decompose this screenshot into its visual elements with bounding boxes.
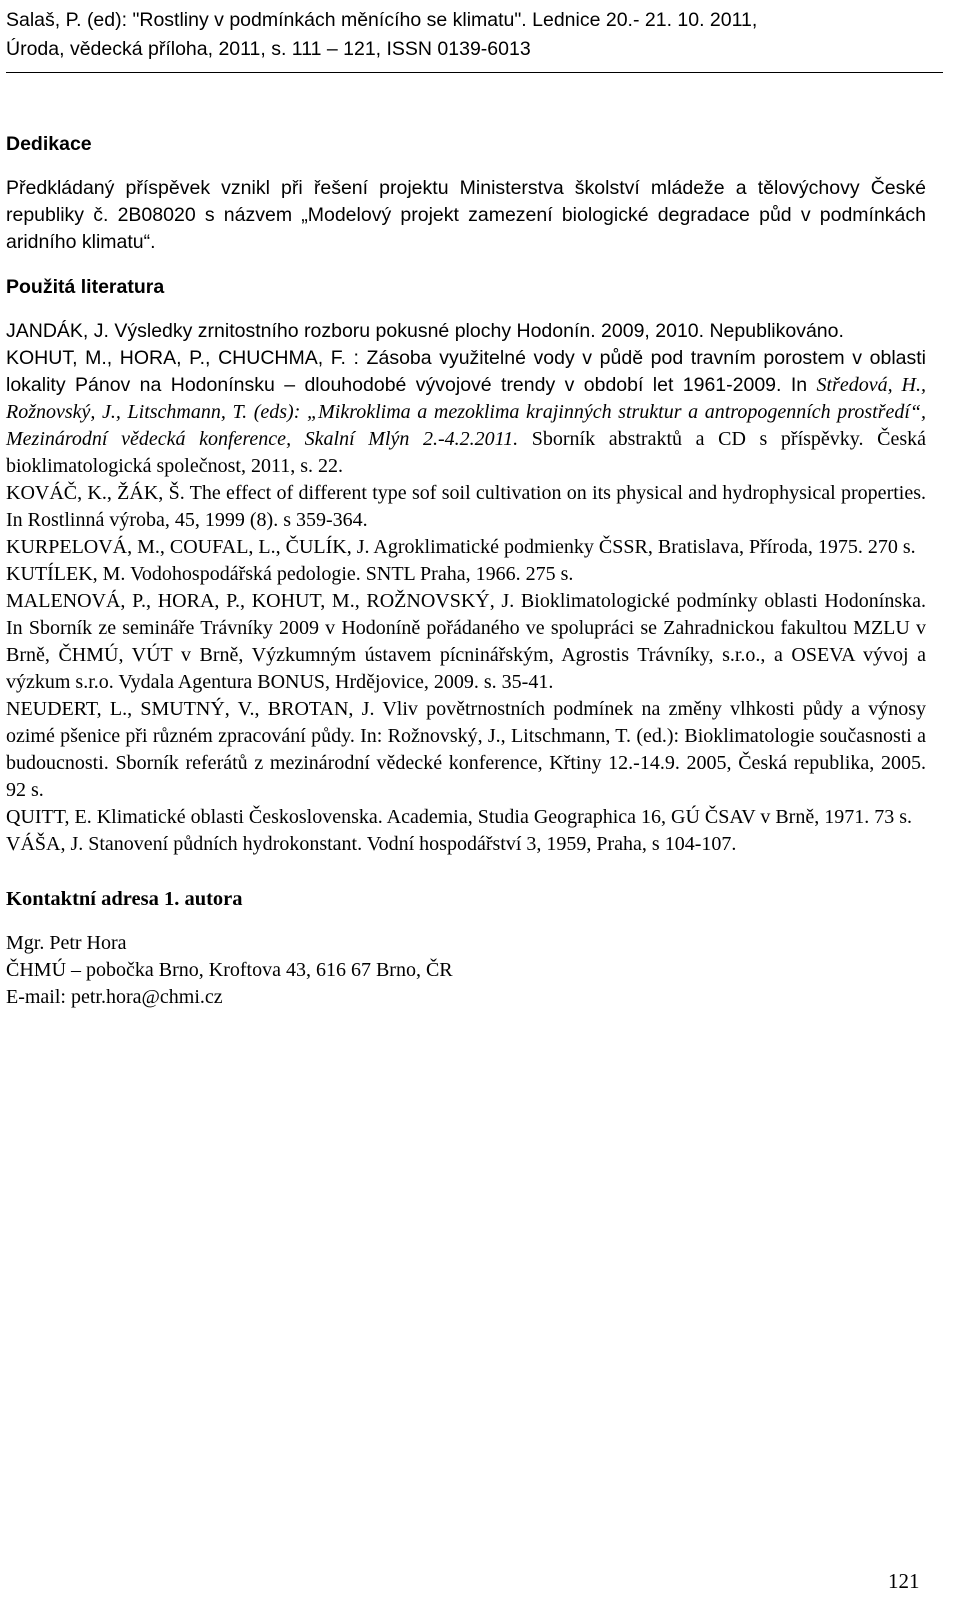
reference-vasa: VÁŠA, J. Stanovení půdních hydrokonstant. Vodní hospodářství 3, 1959, Praha, s 104-107. xyxy=(6,833,737,855)
contact-name: Mgr. Petr Hora xyxy=(6,932,127,954)
contact-email: E-mail: petr.hora@chmi.cz xyxy=(6,986,223,1008)
reference-quitt: QUITT, E. Klimatické oblasti Československa. Academia, Studia Geographica 16, GÚ ČSAV v Brně, 1971. 73 s. xyxy=(6,806,912,828)
page-number: 121 xyxy=(888,1569,920,1593)
contact-address: ČHMÚ – pobočka Brno, Kroftova 43, 616 67 Brno, ČR xyxy=(6,959,453,981)
header-line-2: Úroda, vědecká příloha, 2011, s. 111 – 121, ISSN 0139-6013 xyxy=(6,38,531,60)
spacer xyxy=(6,858,926,886)
spacer xyxy=(6,256,926,274)
dedication-heading: Dedikace xyxy=(6,133,92,155)
reference-kohut-source: Sborník abstraktů a CD s příspěvky. Česká bioklimatologická společnost, 2011, s. 22. xyxy=(6,428,926,477)
running-header xyxy=(6,6,946,64)
reference-malenova: MALENOVÁ, P., HORA, P., KOHUT, M., ROŽNOVSKÝ, J. Bioklimatologické podmínky oblasti Hodonínska. In Sborník ze semináře Trávníky 2009 v Hodoníně pořádaného ve spolupráci se Zahradnickou fakultou MZLU v Brně, ČHMÚ, VÚT v Brně, Výzkumným ústavem pícninářským, Agrostis Trávníky, s.r.o., a OSEVA vývoj a výzkum s.r.o. Vydala Agentura BONUS, Hrdějovice, 2009. s. 35-41. xyxy=(6,590,926,693)
reference-kohut-editors: Středová, H., Rožnovský, J., Litschmann, T. (eds): „Mikroklima a mezoklima krajinných struktur a antropogenních prostředí“, Mezinárodní vědecká konference, Skalní Mlýn 2.-4.2.2011. xyxy=(6,374,926,450)
reference-kovac: KOVÁČ, K., ŽÁK, Š. The effect of different type sof soil cultivation on its physical and hydrophysical properties. In Rostlinná výroba, 45, 1999 (8). s 359-364. xyxy=(6,482,926,531)
page-body xyxy=(6,131,926,1011)
contact-heading: Kontaktní adresa 1. autora xyxy=(6,888,243,910)
reference-jandak: JANDÁK, J. Výsledky zrnitostního rozboru pokusné plochy Hodonín. 2009, 2010. Nepublikováno. xyxy=(6,320,844,342)
reference-kohut xyxy=(6,345,926,480)
contact-block xyxy=(6,886,926,1011)
spacer xyxy=(6,913,926,930)
spacer xyxy=(6,301,926,318)
dedication-text: Předkládaný příspěvek vznikl při řešení projektu Ministerstva školství mládeže a tělovýchovy České republiky č. 2B08020 s názvem „Modelový projekt zamezení biologické degradace půd v podmínkách aridního klimatu“. xyxy=(6,177,926,253)
reference-kohut-authors: KOHUT, M., HORA, P., CHUCHMA, F. xyxy=(6,347,346,369)
reference-kutilek: KUTÍLEK, M. Vodohospodářská pedologie. SNTL Praha, 1966. 275 s. xyxy=(6,563,574,585)
header-rule xyxy=(6,72,943,73)
literature-heading: Použitá literatura xyxy=(6,276,165,298)
reference-kurpelova: KURPELOVÁ, M., COUFAL, L., ČULÍK, J. Agroklimatické podmienky ČSSR, Bratislava, Příroda, 1975. 270 s. xyxy=(6,536,916,558)
reference-neudert: NEUDERT, L., SMUTNÝ, V., BROTAN, J. Vliv povětrnostních podmínek na změny vlhkosti půdy a výnosy ozimé pšenice při různém zpracování půdy. In: Rožnovský, J., Litschmann, T. (ed.): Bioklimatologie současnosti a budoucnosti. Sborník referátů z mezinárodní vědecké konference, Křtiny 12.-14.9. 2005, Česká republika, 2005. 92 s. xyxy=(6,698,926,801)
header-line-1: Salaš, P. (ed): "Rostliny v podmínkách měnícího se klimatu". Lednice 20.- 21. 10. 2011, xyxy=(6,9,758,31)
reference-kohut-title: : Zásoba využitelné vody v půdě pod travním porostem v oblasti lokality Pánov na Hodonínsku – dlouhodobé vývojové trendy v období let 1961-2009. In xyxy=(6,347,926,396)
spacer xyxy=(6,158,926,175)
